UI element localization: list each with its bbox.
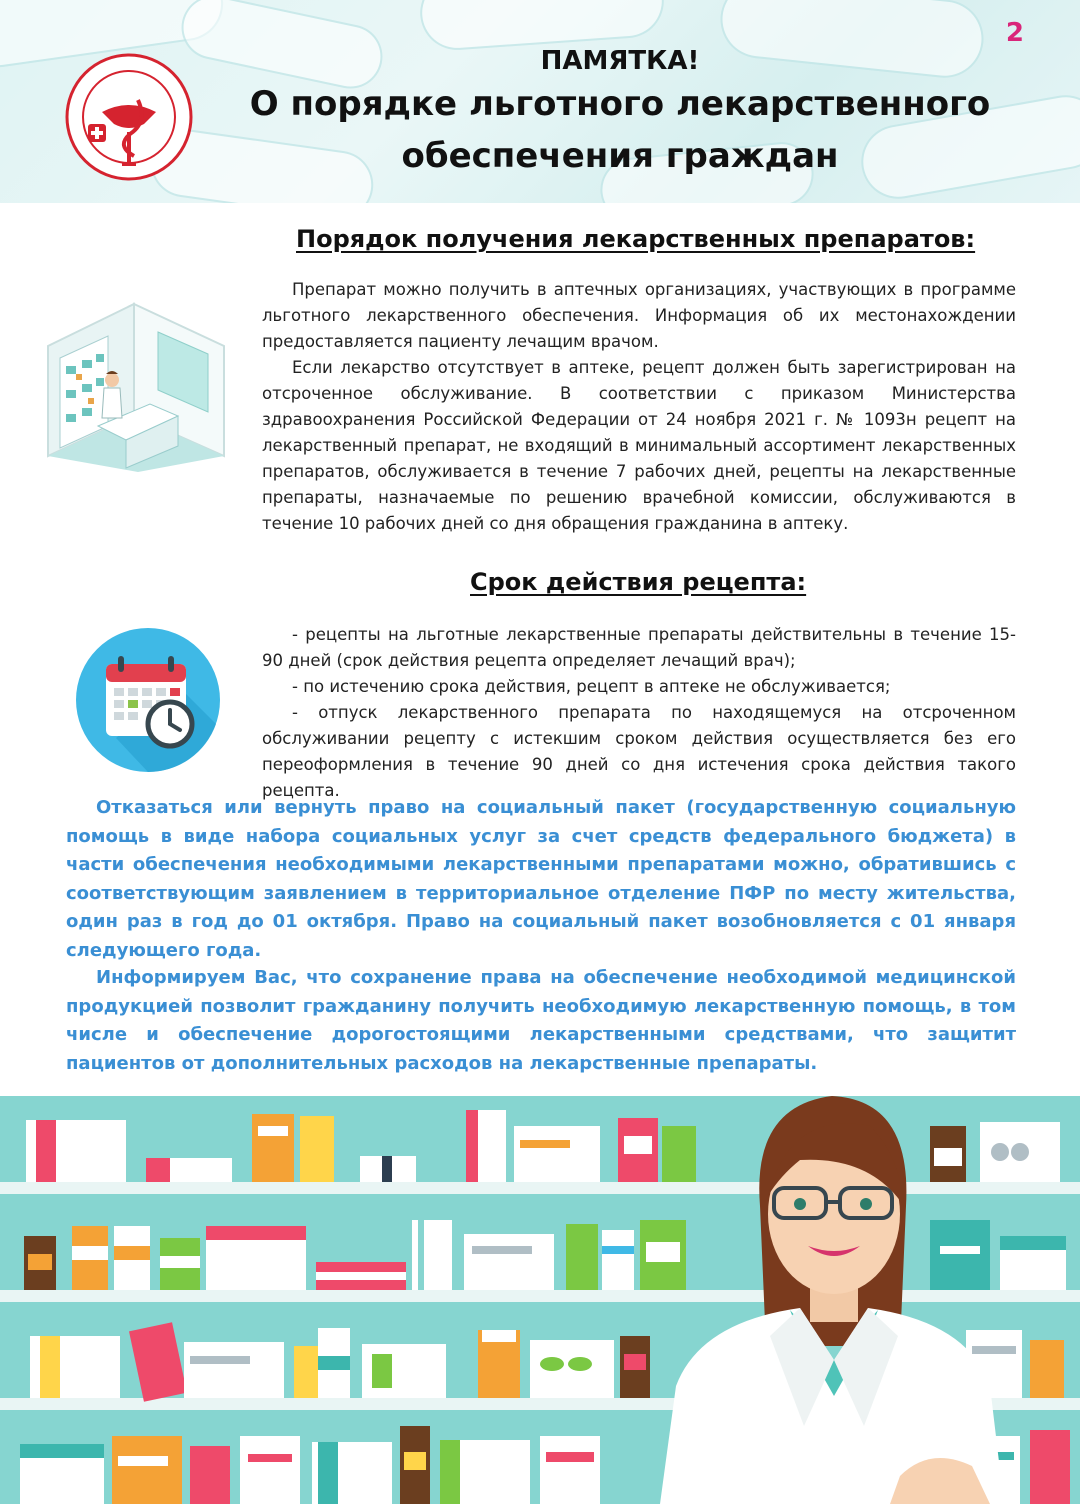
pharmacy-room-illustration-icon [38, 296, 234, 472]
title-line-3: обеспечения граждан [401, 136, 839, 176]
validity-item: - отпуск лекарственного препарата по находящемуся на отсроченном обслуживании рецепту с истекшим сроком действия осуществляется без его переоформления в течение 90 дней со дня истечения срока действия такого рецепта. [262, 703, 1016, 800]
ministry-logo-icon [64, 52, 194, 182]
title-line-2: О порядке льготного лекарственного [249, 84, 991, 124]
title-line-1: ПАМЯТКА! [540, 46, 700, 76]
notice-social-package-text: Отказаться или вернуть право на социальный пакет (государственную социальную помощь в виде набора социальных услуг за счет средств федерального бюджета) в части обеспечения необходимыми лекарственными препаратами можно, обратившись с соответствующим заявлением в территориальное отделение ПФР по месту жительства, один раз в год до 01 октября. Право на социальный пакет возобновляется с 01 января следующего года. [66, 797, 1016, 961]
page-number: 2 [1005, 18, 1024, 48]
section-heading-validity: Срок действия рецепта: [470, 568, 807, 596]
validity-item: - рецепты на льготные лекарственные препараты действительны в течение 15-90 дней (срок действия рецепта определяет лечащий врач); [262, 625, 1016, 670]
validity-item: - по истечению срока действия, рецепт в аптеке не обслуживается; [292, 677, 891, 696]
page-title [220, 44, 1020, 182]
section1-paragraph: Препарат можно получить в аптечных организациях, участвующих в программе льготного лекарственного обеспечения. Информация об их местонахождении предоставляется пациенту лечащим врачом. [262, 280, 1016, 351]
pharmacist-illustration-icon [0, 1096, 1080, 1504]
section2-body [262, 622, 1016, 804]
calendar-clock-icon [76, 628, 220, 772]
section1-body [262, 277, 1016, 537]
notice-social-package [66, 794, 1016, 965]
notice-information-text: Информируем Вас, что сохранение права на обеспечение необходимой медицинской продукцией позволит гражданину получить необходимую лекарственную помощь, в том числе и обеспечение дорогостоящими лекарственными средствами, что защитит пациентов от дополнительных расходов на лекарственные препараты. [66, 967, 1016, 1074]
section1-paragraph: Если лекарство отсутствует в аптеке, рецепт должен быть зарегистрирован на отсроченное обслуживание. В соответствии с приказом Министерства здравоохранения Российской Федерации от 24 ноября 2021 г. № 1093н рецепт на лекарственный препарат, не входящий в минимальный ассортимент лекарственных препаратов, обслуживается в течение 7 рабочих дней, рецепты на лекарственные препараты, назначаемые по решению врачебной комиссии, обслуживаются в течение 10 рабочих дней со дня обращения гражданина в аптеку. [262, 358, 1016, 533]
header-banner [0, 0, 1080, 203]
notice-information [66, 964, 1016, 1078]
section-heading-receiving: Порядок получения лекарственных препаратов: [296, 225, 976, 253]
